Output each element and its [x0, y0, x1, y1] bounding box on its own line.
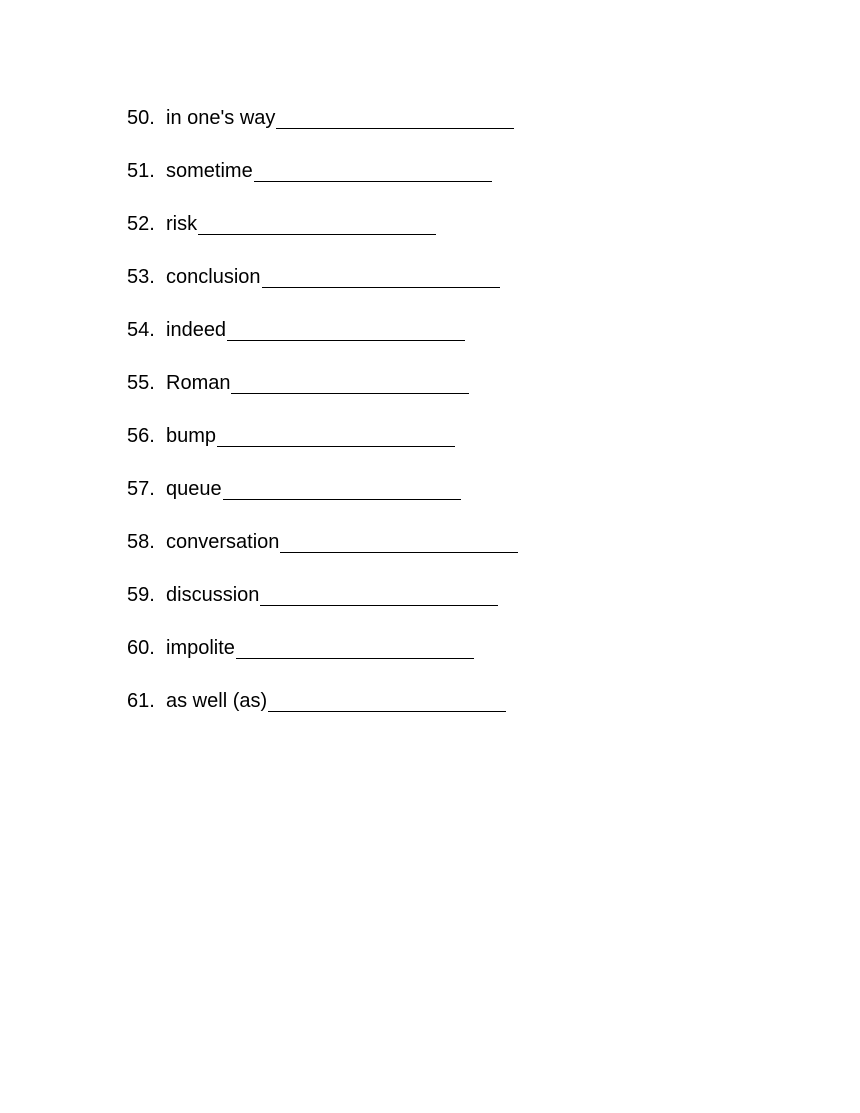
item-term: indeed	[166, 319, 227, 341]
item-number: 51.	[127, 160, 155, 182]
item-term: in one's way	[166, 107, 276, 129]
list-item	[127, 581, 518, 634]
answer-blank	[260, 581, 498, 606]
item-term: as well (as)	[166, 690, 268, 712]
answer-blank	[217, 422, 455, 447]
item-number: 58.	[127, 531, 155, 553]
answer-blank	[268, 687, 506, 712]
item-number: 53.	[127, 266, 155, 288]
answer-blank	[262, 263, 500, 288]
list-item	[127, 316, 518, 369]
item-term: conversation	[166, 531, 280, 553]
item-number: 50.	[127, 107, 155, 129]
list-item	[127, 263, 518, 316]
item-number: 60.	[127, 637, 155, 659]
item-term: conclusion	[166, 266, 261, 288]
item-number: 59.	[127, 584, 155, 606]
item-number: 52.	[127, 213, 155, 235]
list-item	[127, 475, 518, 528]
list-item	[127, 210, 518, 263]
list-item	[127, 634, 518, 687]
item-term: risk	[166, 213, 198, 235]
item-term: bump	[166, 425, 217, 447]
vocabulary-list	[127, 104, 518, 740]
list-item	[127, 422, 518, 475]
item-term: Roman	[166, 372, 231, 394]
answer-blank	[236, 634, 474, 659]
list-item	[127, 687, 518, 740]
answer-blank	[280, 528, 518, 553]
item-number: 56.	[127, 425, 155, 447]
item-number: 54.	[127, 319, 155, 341]
item-term: impolite	[166, 637, 235, 659]
answer-blank	[231, 369, 469, 394]
answer-blank	[227, 316, 465, 341]
item-number: 55.	[127, 372, 155, 394]
item-number: 61.	[127, 690, 155, 712]
item-term: sometime	[166, 160, 253, 182]
list-item	[127, 104, 518, 157]
item-term: discussion	[166, 584, 260, 606]
answer-blank	[254, 157, 492, 182]
list-item	[127, 528, 518, 581]
answer-blank	[223, 475, 461, 500]
list-item	[127, 157, 518, 210]
item-term: queue	[166, 478, 222, 500]
answer-blank	[276, 104, 514, 129]
item-number: 57.	[127, 478, 155, 500]
list-item	[127, 369, 518, 422]
answer-blank	[198, 210, 436, 235]
